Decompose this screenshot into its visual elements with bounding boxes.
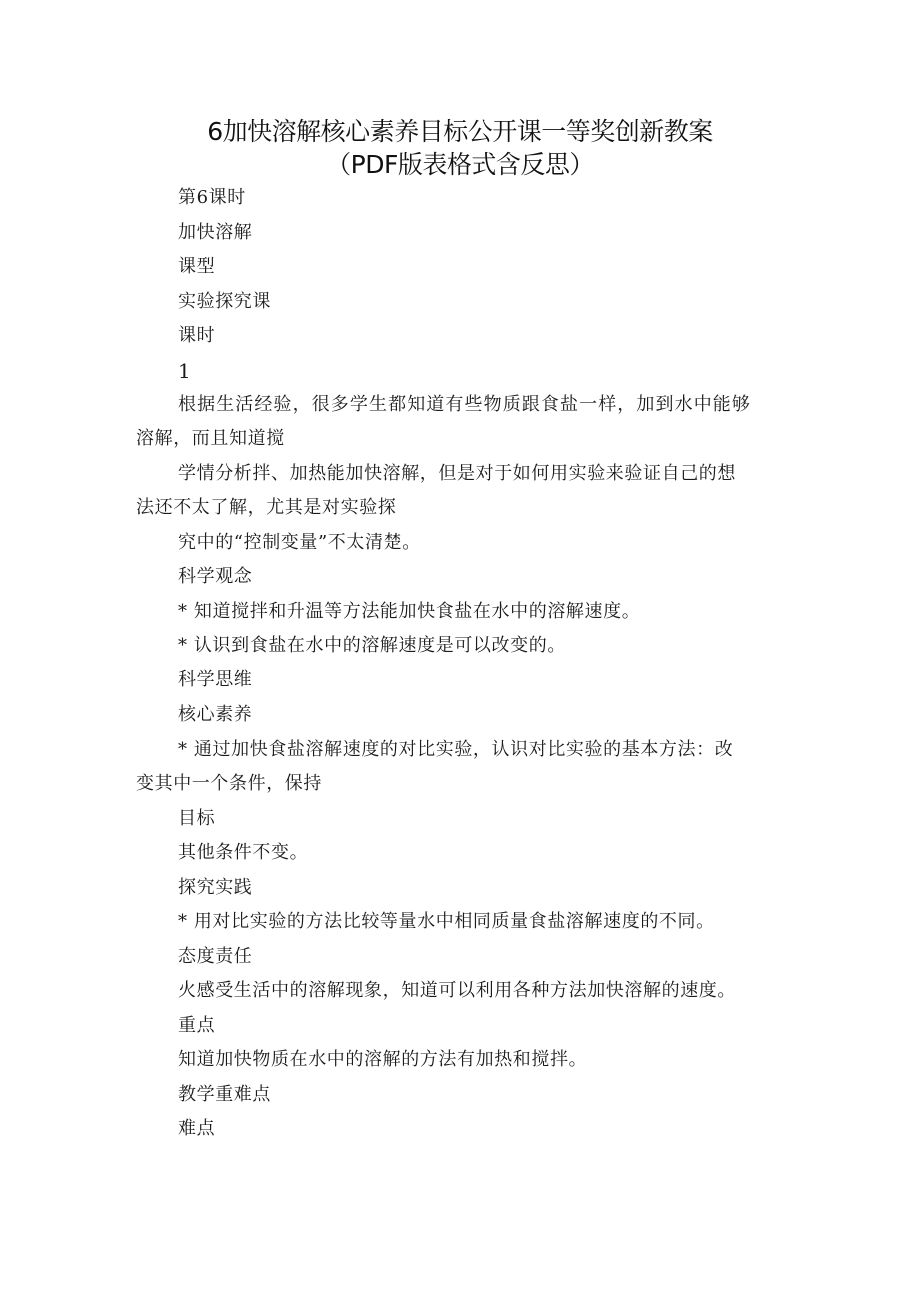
label-inquiry-practice: 探究实践	[178, 877, 253, 898]
student-analysis-line-3: 学情分析拌、加热能加快溶解，但是对于如何用实验来验证自己的想	[178, 463, 736, 484]
student-analysis-line-4: 法还不太了解，尤其是对实验探	[136, 497, 397, 518]
label-scientific-concept: 科学观念	[178, 566, 253, 587]
lesson-type-value: 实验探究课	[178, 291, 271, 312]
label-teaching-key-difficult: 教学重难点	[178, 1084, 271, 1105]
document-title-line-2: （PDF版表格式含反思）	[326, 150, 594, 179]
label-scientific-thinking: 科学思维	[178, 669, 253, 690]
label-lesson-type: 课型	[178, 256, 216, 277]
thinking-bullet-line-2: 变其中一个条件，保持	[136, 773, 322, 794]
label-goals: 目标	[178, 808, 216, 829]
student-analysis-line-2: 溶解，而且知道搅	[136, 428, 285, 449]
concept-bullet-1: * 知道搅拌和升温等方法能加快食盐在水中的溶解速度。	[178, 601, 641, 622]
key-point-text: 知道加快物质在水中的溶解的方法有加热和搅拌。	[178, 1049, 588, 1070]
label-core-literacy: 核心素养	[178, 704, 253, 725]
attitude-text: 火感受生活中的溶解现象，知道可以利用各种方法加快溶解的速度。	[178, 980, 736, 1001]
class-hours-value: 1	[178, 359, 192, 383]
document-title-line-1: 6加快溶解核心素养目标公开课一等奖创新教案	[207, 117, 713, 146]
concept-bullet-2: * 认识到食盐在水中的溶解速度是可以改变的。	[178, 635, 566, 656]
student-analysis-line-1: 根据生活经验，很多学生都知道有些物质跟食盐一样，加到水中能够	[178, 394, 751, 415]
student-analysis-line-5: 究中的“控制变量”不太清楚。	[178, 532, 421, 553]
label-attitude-responsibility: 态度责任	[178, 946, 253, 967]
lesson-number: 第6课时	[178, 187, 246, 208]
label-class-hours: 课时	[178, 325, 216, 346]
label-difficult-point: 难点	[178, 1118, 216, 1139]
label-key-point: 重点	[178, 1015, 216, 1036]
lesson-topic: 加快溶解	[178, 222, 253, 243]
practice-bullet-1: * 用对比实验的方法比较等量水中相同质量食盐溶解速度的不同。	[178, 911, 715, 932]
thinking-bullet-line-1: * 通过加快食盐溶解速度的对比实验，认识对比实验的基本方法：改	[178, 739, 734, 760]
thinking-bullet-line-3: 其他条件不变。	[178, 842, 309, 863]
